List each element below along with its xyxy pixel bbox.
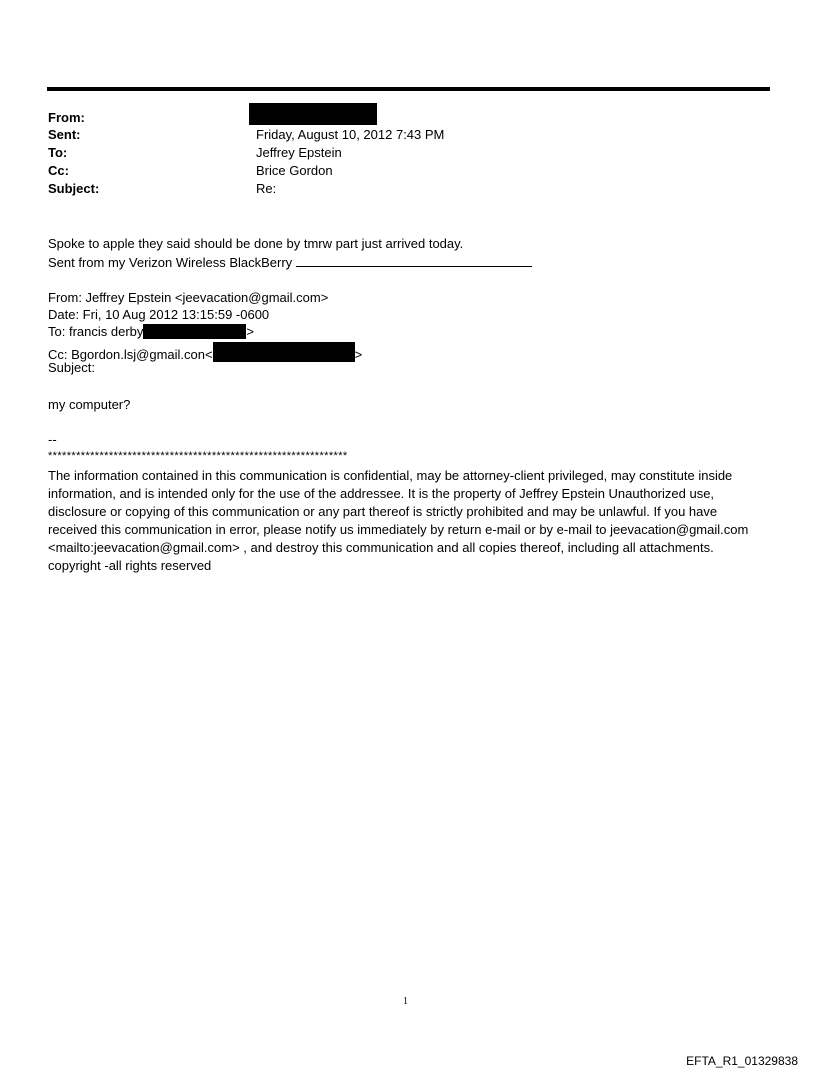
from-redaction [249, 103, 377, 125]
to-label: To: [48, 145, 68, 160]
cc-value: Brice Gordon [256, 163, 333, 178]
to-value: Jeffrey Epstein [256, 145, 342, 160]
quoted-to-line [48, 324, 254, 340]
subject-label: Subject: [48, 181, 100, 196]
cc-redaction [213, 342, 355, 362]
quoted-cc-text: Cc: Bgordon.lsj@gmail.con< [48, 347, 213, 362]
signature-stars: **************************************************************** [48, 450, 348, 462]
document-id: EFTA_R1_01329838 [686, 1054, 798, 1068]
quoted-subject: Subject: [48, 360, 95, 375]
quoted-date: Date: Fri, 10 Aug 2012 13:15:59 -0600 [48, 307, 270, 322]
sent-label: Sent: [48, 127, 81, 142]
quoted-cc-line [48, 342, 362, 363]
confidentiality-disclaimer: The information contained in this communication is confidential, may be attorney-client privileged, may constitute inside information, and is intended only for the use of the addressee. It is the property of Jeffrey Epstein Unauthorized use, disclosure or copying of this communication or any part thereof is strictly prohibited and may be unlawful. If you have received this communication in error, please notify us immediately by return e-mail or by e-mail to jeevacation@gmail.com <mailto:jeevacation@gmail.com> , and destroy this communication and all copies thereof, including all attachments. copyright -all rights reserved [48, 468, 749, 573]
cc-label: Cc: [48, 163, 69, 178]
signature-dashes: -- [48, 432, 57, 447]
subject-value: Re: [256, 181, 277, 196]
quoted-message: my computer? [48, 397, 131, 412]
header-rule [47, 87, 770, 91]
body-signature-text: Sent from my Verizon Wireless BlackBerry [48, 255, 296, 270]
body-signature-line [48, 254, 532, 271]
quoted-from: From: Jeffrey Epstein <jeevacation@gmail.com> [48, 290, 329, 305]
sent-value: Friday, August 10, 2012 7:43 PM [256, 127, 445, 142]
from-label: From: [48, 110, 85, 125]
signature-underline [296, 254, 532, 267]
quoted-cc-suffix: > [354, 347, 363, 362]
quoted-to-suffix: > [246, 324, 254, 339]
quoted-to-text: To: francis derby [48, 324, 144, 339]
page-number: 1 [403, 996, 408, 1007]
body-line-1: Spoke to apple they said should be done by tmrw part just arrived today. [48, 236, 464, 251]
to-redaction [143, 324, 246, 339]
